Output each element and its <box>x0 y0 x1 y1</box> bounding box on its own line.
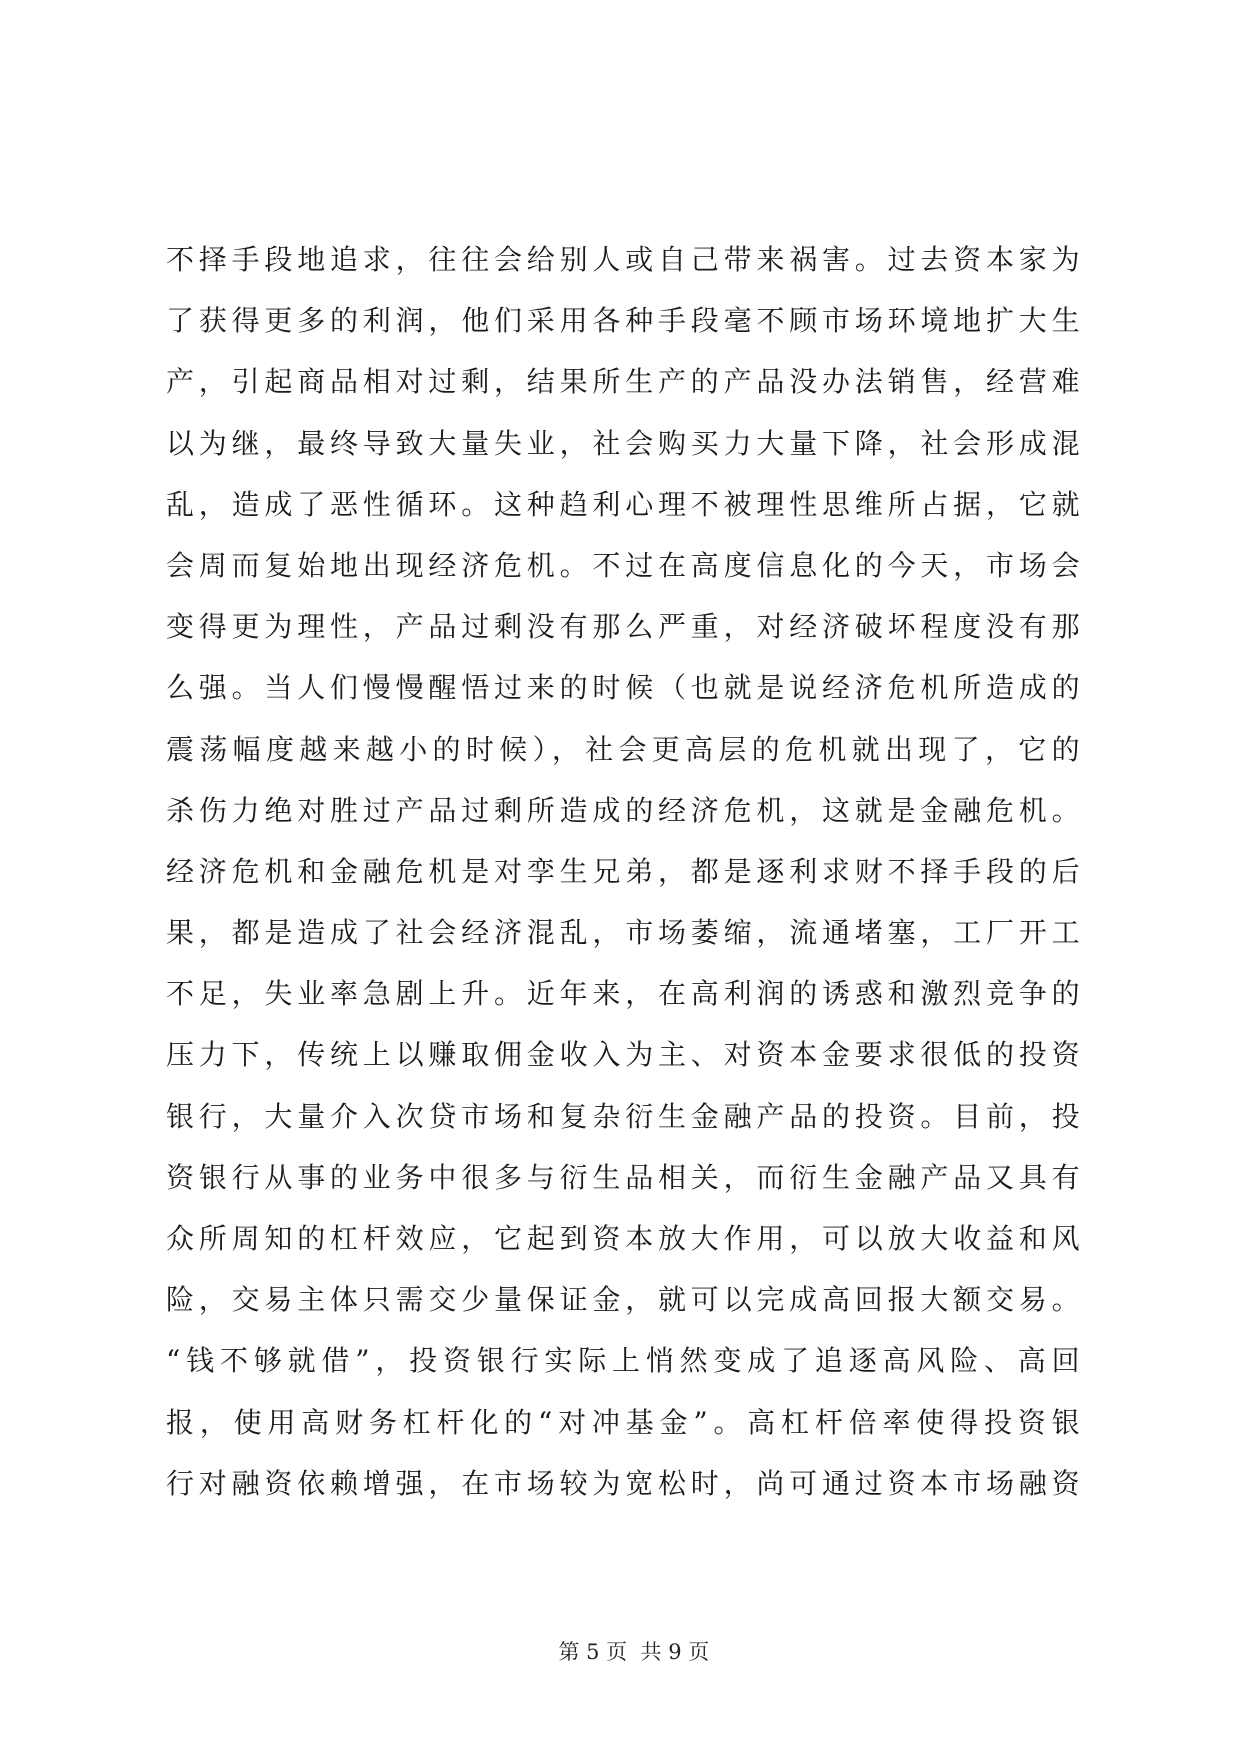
text-line: 杀伤力绝对胜过产品过剩所造成的经济危机，这就是金融危机。 <box>166 793 1080 827</box>
text-line: 会周而复始地出现经济危机。不过在高度信息化的今天，市场会 <box>166 548 1080 582</box>
text-line: “钱不够就借”，投资银行实际上悄然变成了追逐高风险、高回 <box>166 1344 1080 1378</box>
text-line: 险，交易主体只需交少量保证金，就可以完成高回报大额交易。 <box>166 1283 1080 1317</box>
text-line: 资银行从事的业务中很多与衍生品相关，而衍生金融产品又具有 <box>166 1160 1080 1194</box>
text-line: 经济危机和金融危机是对孪生兄弟，都是逐利求财不择手段的后 <box>166 854 1080 888</box>
text-line: 么强。当人们慢慢醒悟过来的时候（也就是说经济危机所造成的 <box>166 671 1080 705</box>
page-footer <box>0 1607 1241 1697</box>
text-line: 变得更为理性，产品过剩没有那么严重，对经济破坏程度没有那 <box>166 610 1080 644</box>
text-line: 银行，大量介入次贷市场和复杂衍生金融产品的投资。目前，投 <box>166 1099 1080 1133</box>
text-line: 压力下，传统上以赚取佣金收入为主、对资本金要求很低的投资 <box>166 1038 1080 1072</box>
text-line: 行对融资依赖增强，在市场较为宽松时，尚可通过资本市场融资 <box>166 1466 1080 1500</box>
text-line: 了获得更多的利润，他们采用各种手段毫不顾市场环境地扩大生 <box>166 304 1080 338</box>
text-line: 不足，失业率急剧上升。近年来，在高利润的诱惑和激烈竞争的 <box>166 977 1080 1011</box>
body-text <box>166 229 1080 1514</box>
text-line: 乱，造成了恶性循环。这种趋利心理不被理性思维所占据，它就 <box>166 487 1080 521</box>
text-line: 产，引起商品相对过剩，结果所生产的产品没办法销售，经营难 <box>166 365 1080 399</box>
text-line: 震荡幅度越来越小的时候），社会更高层的危机就出现了，它的 <box>166 732 1080 766</box>
page-number: 第 5 页 共 9 页 <box>558 1640 710 1664</box>
text-line: 以为继，最终导致大量失业，社会购买力大量下降，社会形成混 <box>166 426 1080 460</box>
text-line: 不择手段地追求，往往会给别人或自己带来祸害。过去资本家为 <box>166 243 1080 276</box>
text-line: 报，使用高财务杠杆化的“对冲基金”。高杠杆倍率使得投资银 <box>166 1405 1080 1439</box>
text-line: 果，都是造成了社会经济混乱，市场萎缩，流通堵塞，工厂开工 <box>166 916 1080 950</box>
text-line: 众所周知的杠杆效应，它起到资本放大作用，可以放大收益和风 <box>166 1222 1080 1255</box>
